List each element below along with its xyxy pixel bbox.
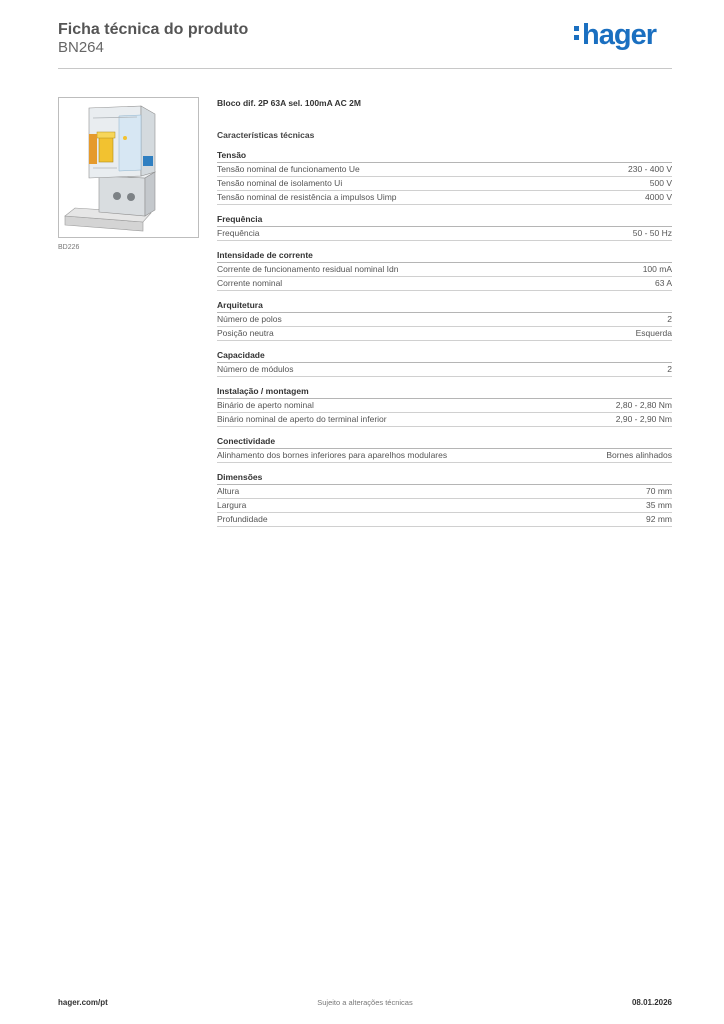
spec-group — [217, 249, 672, 291]
spec-label: Corrente nominal — [217, 278, 283, 288]
spec-label: Profundidade — [217, 514, 268, 524]
spec-value: 50 - 50 Hz — [632, 228, 672, 238]
spec-value: 35 mm — [646, 500, 672, 510]
spec-label: Largura — [217, 500, 247, 510]
spec-value: 70 mm — [646, 486, 672, 496]
spec-group-title: Conectividade — [217, 435, 672, 449]
spec-group — [217, 385, 672, 427]
spec-row — [217, 277, 672, 291]
footer-notice: Sujeito a alterações técnicas — [317, 998, 413, 1007]
spec-label: Posição neutra — [217, 328, 274, 338]
spec-row — [217, 499, 672, 513]
spec-row — [217, 449, 672, 463]
spec-value: 100 mA — [642, 264, 672, 274]
spec-group — [217, 435, 672, 463]
footer-date: 08.01.2026 — [631, 998, 672, 1007]
spec-row — [217, 191, 672, 205]
spec-row — [217, 485, 672, 499]
spec-value: 230 - 400 V — [628, 164, 672, 174]
spec-row — [217, 313, 672, 327]
product-name: Bloco dif. 2P 63A sel. 100mA AC 2M — [217, 98, 361, 108]
spec-label: Tensão nominal de resistência a impulsos Uimp — [217, 192, 397, 202]
spec-row — [217, 413, 672, 427]
spec-group — [217, 213, 672, 241]
header-divider — [58, 68, 672, 69]
spec-group-title: Frequência — [217, 213, 672, 227]
spec-group — [217, 299, 672, 341]
spec-group — [217, 149, 672, 205]
spec-label: Altura — [217, 486, 240, 496]
spec-group-title: Instalação / montagem — [217, 385, 672, 399]
spec-row — [217, 327, 672, 341]
spec-group-title: Arquitetura — [217, 299, 672, 313]
spec-label: Tensão nominal de funcionamento Ue — [217, 164, 360, 174]
spec-label: Tensão nominal de isolamento Ui — [217, 178, 343, 188]
spec-groups — [217, 149, 672, 527]
spec-group — [217, 471, 672, 527]
spec-group-title: Dimensões — [217, 471, 672, 485]
spec-label: Binário de aperto nominal — [217, 400, 314, 410]
specs-heading: Características técnicas — [217, 130, 315, 140]
spec-value: Bornes alinhados — [606, 450, 672, 460]
spec-content — [217, 97, 672, 527]
spec-row — [217, 163, 672, 177]
product-image — [58, 97, 199, 238]
spec-label: Número de polos — [217, 314, 282, 324]
spec-group-title: Capacidade — [217, 349, 672, 363]
spec-row — [217, 227, 672, 241]
spec-value: 92 mm — [646, 514, 672, 524]
spec-row — [217, 399, 672, 413]
product-code: BN264 — [58, 39, 104, 56]
spec-value: 2,80 - 2,80 Nm — [615, 400, 672, 410]
spec-row — [217, 513, 672, 527]
logo-text: hager — [582, 19, 656, 51]
page-header — [58, 20, 672, 68]
spec-value: 2 — [667, 314, 672, 324]
product-illustration — [59, 98, 198, 237]
spec-group — [217, 349, 672, 377]
spec-label: Número de módulos — [217, 364, 294, 374]
spec-row — [217, 363, 672, 377]
spec-row — [217, 263, 672, 277]
spec-value: 2 — [667, 364, 672, 374]
footer-website: hager.com/pt — [58, 998, 108, 1007]
spec-value: 2,90 - 2,90 Nm — [615, 414, 672, 424]
spec-label: Frequência — [217, 228, 260, 238]
spec-row — [217, 177, 672, 191]
logo-dots-icon — [574, 20, 580, 40]
spec-group-title: Intensidade de corrente — [217, 249, 672, 263]
image-caption: BD226 — [58, 244, 80, 251]
spec-label: Alinhamento dos bornes inferiores para aparelhos modulares — [217, 450, 448, 460]
hager-logo — [574, 20, 656, 50]
spec-value: 500 V — [649, 178, 672, 188]
document-title: Ficha técnica do produto — [58, 21, 249, 38]
spec-value: 63 A — [654, 278, 672, 288]
spec-group-title: Tensão — [217, 149, 672, 163]
spec-label: Corrente de funcionamento residual nominal Idn — [217, 264, 399, 274]
spec-value: 4000 V — [645, 192, 672, 202]
spec-value: Esquerda — [635, 328, 672, 338]
spec-label: Binário nominal de aperto do terminal inferior — [217, 414, 387, 424]
